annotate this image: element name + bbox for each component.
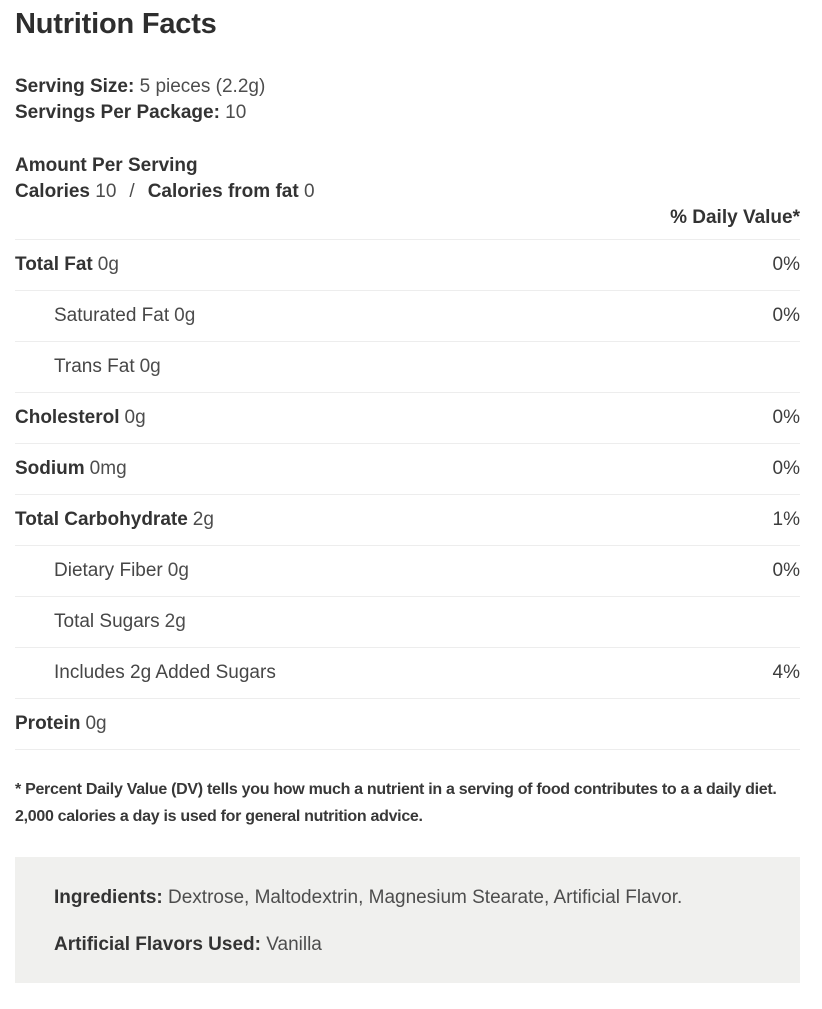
nutrient-name — [54, 560, 189, 582]
nutrient-label: Total Fat — [15, 254, 93, 276]
nutrient-name — [54, 305, 195, 327]
nutrient-dv: 0% — [772, 560, 800, 582]
ingredients-value: Dextrose, Maltodextrin, Magnesium Stearate, Artificial Flavor. — [168, 887, 683, 909]
footnote-line-1: * Percent Daily Value (DV) tells you how much a nutrient in a serving of food contributes to a a daily diet. — [15, 781, 777, 799]
nutrient-row-added-sugars — [15, 648, 800, 699]
artificial-flavors-label: Artificial Flavors Used: — [54, 934, 261, 956]
artificial-flavors-value: Vanilla — [266, 934, 322, 956]
nutrient-name — [15, 254, 119, 276]
nutrient-name — [15, 713, 107, 735]
nutrient-row-sodium — [15, 444, 800, 495]
nutrient-label: Saturated Fat — [54, 305, 170, 327]
footnote-line-2: 2,000 calories a day is used for general nutrition advice. — [15, 808, 423, 826]
nutrient-row-saturated-fat — [15, 291, 800, 342]
serving-size-label: Serving Size: — [15, 76, 135, 98]
nutrient-name — [54, 356, 161, 378]
nutrient-amount: 0g — [167, 560, 189, 582]
nutrient-amount: 0g — [124, 407, 146, 429]
serving-size-row — [15, 74, 800, 100]
nutrient-dv: 0% — [772, 254, 800, 276]
nutrient-dv: 0% — [772, 407, 800, 429]
nutrient-row-protein — [15, 699, 800, 750]
nutrient-name — [54, 662, 281, 684]
nutrient-label: Sodium — [15, 458, 85, 480]
page-title: Nutrition Facts — [15, 8, 217, 40]
nutrient-dv: 0% — [772, 458, 800, 480]
nutrient-amount: 0g — [139, 356, 161, 378]
serving-info — [15, 74, 800, 126]
nutrient-label: Total Sugars — [54, 611, 160, 633]
nutrient-label: Total Carbohydrate — [15, 509, 188, 531]
daily-value-header: % Daily Value* — [670, 207, 800, 229]
nutrient-row-trans-fat — [15, 342, 800, 393]
nutrient-label: Includes 2g Added Sugars — [54, 662, 276, 684]
nutrient-dv: 0% — [772, 305, 800, 327]
ingredients-row — [54, 885, 761, 911]
servings-per-package-label: Servings Per Package: — [15, 102, 220, 124]
nutrient-row-total-carbohydrate — [15, 495, 800, 546]
calories-separator: / — [129, 181, 135, 203]
nutrient-name — [15, 509, 214, 531]
ingredients-box — [15, 857, 800, 983]
daily-value-footnote — [15, 776, 800, 830]
nutrient-amount: 0g — [97, 254, 119, 276]
calories-row — [15, 179, 800, 205]
nutrient-amount: 0g — [85, 713, 107, 735]
calories-value: 10 — [95, 181, 117, 203]
calories-from-fat-label: Calories from fat — [147, 181, 299, 203]
nutrient-row-cholesterol — [15, 393, 800, 444]
nutrient-row-dietary-fiber — [15, 546, 800, 597]
nutrient-amount: 0g — [174, 305, 196, 327]
servings-per-package-row — [15, 100, 800, 126]
calories-label: Calories — [15, 181, 90, 203]
artificial-flavors-row — [54, 932, 761, 958]
servings-per-package-value: 10 — [225, 102, 247, 124]
nutrient-amount: 2g — [192, 509, 214, 531]
nutrient-label: Dietary Fiber — [54, 560, 163, 582]
calories-from-fat-value: 0 — [303, 181, 315, 203]
amount-per-serving-heading: Amount Per Serving — [15, 155, 198, 177]
nutrient-row-total-sugars — [15, 597, 800, 648]
nutrient-amount: 0mg — [89, 458, 127, 480]
nutrient-dv: 1% — [772, 509, 800, 531]
amount-per-serving-block — [15, 153, 800, 205]
nutrient-dv: 4% — [772, 662, 800, 684]
nutrient-name — [15, 407, 146, 429]
nutrient-table — [15, 239, 800, 750]
nutrient-label: Cholesterol — [15, 407, 120, 429]
nutrient-label: Protein — [15, 713, 81, 735]
serving-size-value: 5 pieces (2.2g) — [139, 76, 266, 98]
nutrient-row-total-fat — [15, 240, 800, 291]
ingredients-label: Ingredients: — [54, 887, 163, 909]
nutrient-name — [54, 611, 186, 633]
nutrient-amount: 2g — [164, 611, 186, 633]
nutrient-label: Trans Fat — [54, 356, 135, 378]
nutrient-name — [15, 458, 127, 480]
